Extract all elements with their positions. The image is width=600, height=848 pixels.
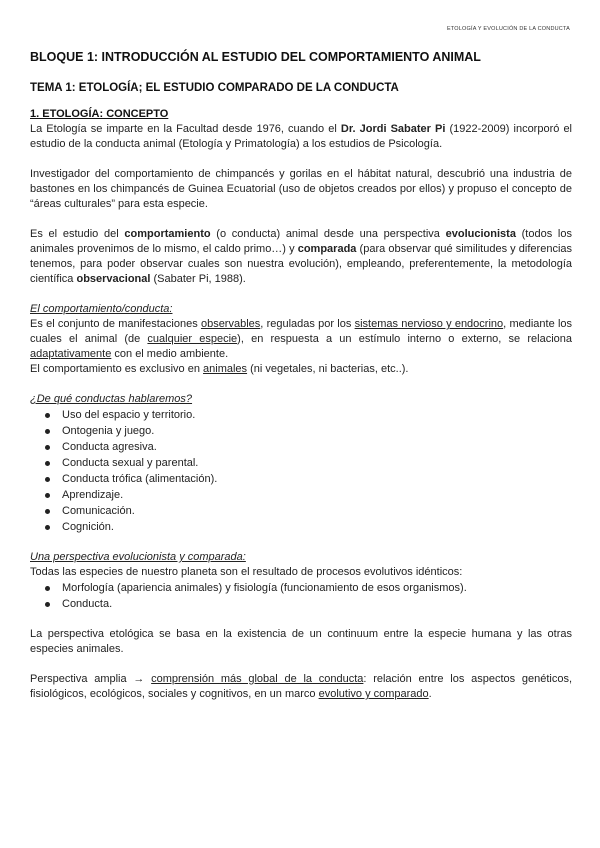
paragraph-definition xyxy=(30,227,572,287)
block-title: BLOQUE 1: INTRODUCCIÓN AL ESTUDIO DEL COMPORTAMIENTO ANIMAL xyxy=(30,50,481,64)
perspective-list xyxy=(30,580,572,612)
underlined-term: animales xyxy=(203,363,248,375)
paragraph-behaviour-exclusive xyxy=(30,362,572,377)
text-run: (todos los animales provenimos de lo mismo, el caldo primo…) y xyxy=(30,228,572,255)
paragraph-perspective-intro: Todas las especies de nuestro planeta son el resultado de procesos evolutivos idénticos: xyxy=(30,566,463,578)
text-run: La Etología se imparte en la Facultad desde 1976, cuando el xyxy=(30,123,341,135)
subheading-perspective: Una perspectiva evolucionista y comparada: xyxy=(30,551,246,563)
paragraph-continuum: La perspectiva etológica se basa en la existencia de un continuum entre la especie humana y las otras especies animales. xyxy=(30,628,572,655)
text-run: (Sabater Pi, 1988). xyxy=(150,273,246,285)
text-run: (1922-2009) incorporó el estudio de la conducta animal (Etología y Primatología) a los estudios de Psicología. xyxy=(30,123,572,150)
conducts-list xyxy=(30,407,572,535)
text-run: con el medio ambiente. xyxy=(111,348,229,360)
topic-title: TEMA 1: ETOLOGÍA; EL ESTUDIO COMPARADO DE LA CONDUCTA xyxy=(30,82,399,94)
bold-term: comportamiento xyxy=(124,228,211,240)
paragraph-investigator: Investigador del comportamiento de chimpancés y gorilas en el hábitat natural, descubrió una industria de bastones en los chimpancés de Guinea Ecuatorial (uso de objetos creados por ellos) y propuso el concepto de “áreas culturales” para esta especie. xyxy=(30,168,572,210)
running-header: ETOLOGÍA Y EVOLUCIÓN DE LA CONDUCTA xyxy=(446,26,570,32)
list-item: Conducta trófica (alimentación). xyxy=(62,471,572,487)
section-heading: 1. ETOLOGÍA: CONCEPTO xyxy=(30,108,169,120)
bold-name: Dr. Jordi Sabater Pi xyxy=(340,123,446,135)
text-run: (o conducta) animal desde una perspectiva xyxy=(210,228,446,240)
arrow-right-icon: → xyxy=(133,673,145,685)
paragraph-sabater xyxy=(30,122,572,152)
list-item: Ontogenia y juego. xyxy=(62,423,572,439)
text-run: Es el conjunto de manifestaciones xyxy=(30,318,201,330)
list-item: Comunicación. xyxy=(62,503,572,519)
document-body xyxy=(30,50,572,702)
text-run: Es el estudio del xyxy=(30,228,125,240)
text-run: : relación entre los aspectos genéticos, fisiológicos, ecológicos, sociales y cognitivos, en un marco xyxy=(30,673,573,700)
underlined-term: sistemas nervioso y endocrino xyxy=(354,318,504,330)
list-item: Aprendizaje. xyxy=(62,487,572,503)
list-item: Cognición. xyxy=(62,519,572,535)
underlined-term: comprensión más global de la conducta xyxy=(151,673,364,685)
list-item: Conducta. xyxy=(62,596,572,612)
bold-term: observacional xyxy=(76,273,151,285)
paragraph-broad-perspective xyxy=(30,672,572,702)
bold-term: evolucionista xyxy=(445,228,516,240)
list-item: Uso del espacio y territorio. xyxy=(62,407,572,423)
text-run: (para observar qué similitudes y diferencias tenemos, para poder observar cuales son nuestra evolución), empleando, preferentemente, la metodología científica xyxy=(30,243,572,285)
text-run: ), en respuesta a un estímulo interno o externo, se relaciona xyxy=(237,333,572,345)
underlined-term: observables xyxy=(200,318,261,330)
text-run: Perspectiva amplia xyxy=(30,673,134,685)
text-run: , mediante los cuales el animal (de xyxy=(30,318,573,345)
text-run: . xyxy=(428,688,432,700)
text-run: , reguladas por los xyxy=(260,318,355,330)
text-run: El comportamiento es exclusivo en xyxy=(30,363,204,375)
subheading-behaviour: El comportamiento/conducta: xyxy=(30,303,173,315)
text-run: (ni vegetales, ni bacterias, etc..). xyxy=(247,363,409,375)
list-item: Morfología (apariencia animales) y fisiología (funcionamiento de esos organismos). xyxy=(62,580,572,596)
underlined-term: evolutivo y comparado xyxy=(318,688,429,700)
list-item: Conducta sexual y parental. xyxy=(62,455,572,471)
underlined-term: adaptativamente xyxy=(30,348,112,360)
list-item: Conducta agresiva. xyxy=(62,439,572,455)
subheading-conducts: ¿De qué conductas hablaremos? xyxy=(30,393,193,405)
bold-term: comparada xyxy=(297,243,357,255)
underlined-term: cualquier especie xyxy=(147,333,238,345)
paragraph-behaviour-definition xyxy=(30,317,572,362)
